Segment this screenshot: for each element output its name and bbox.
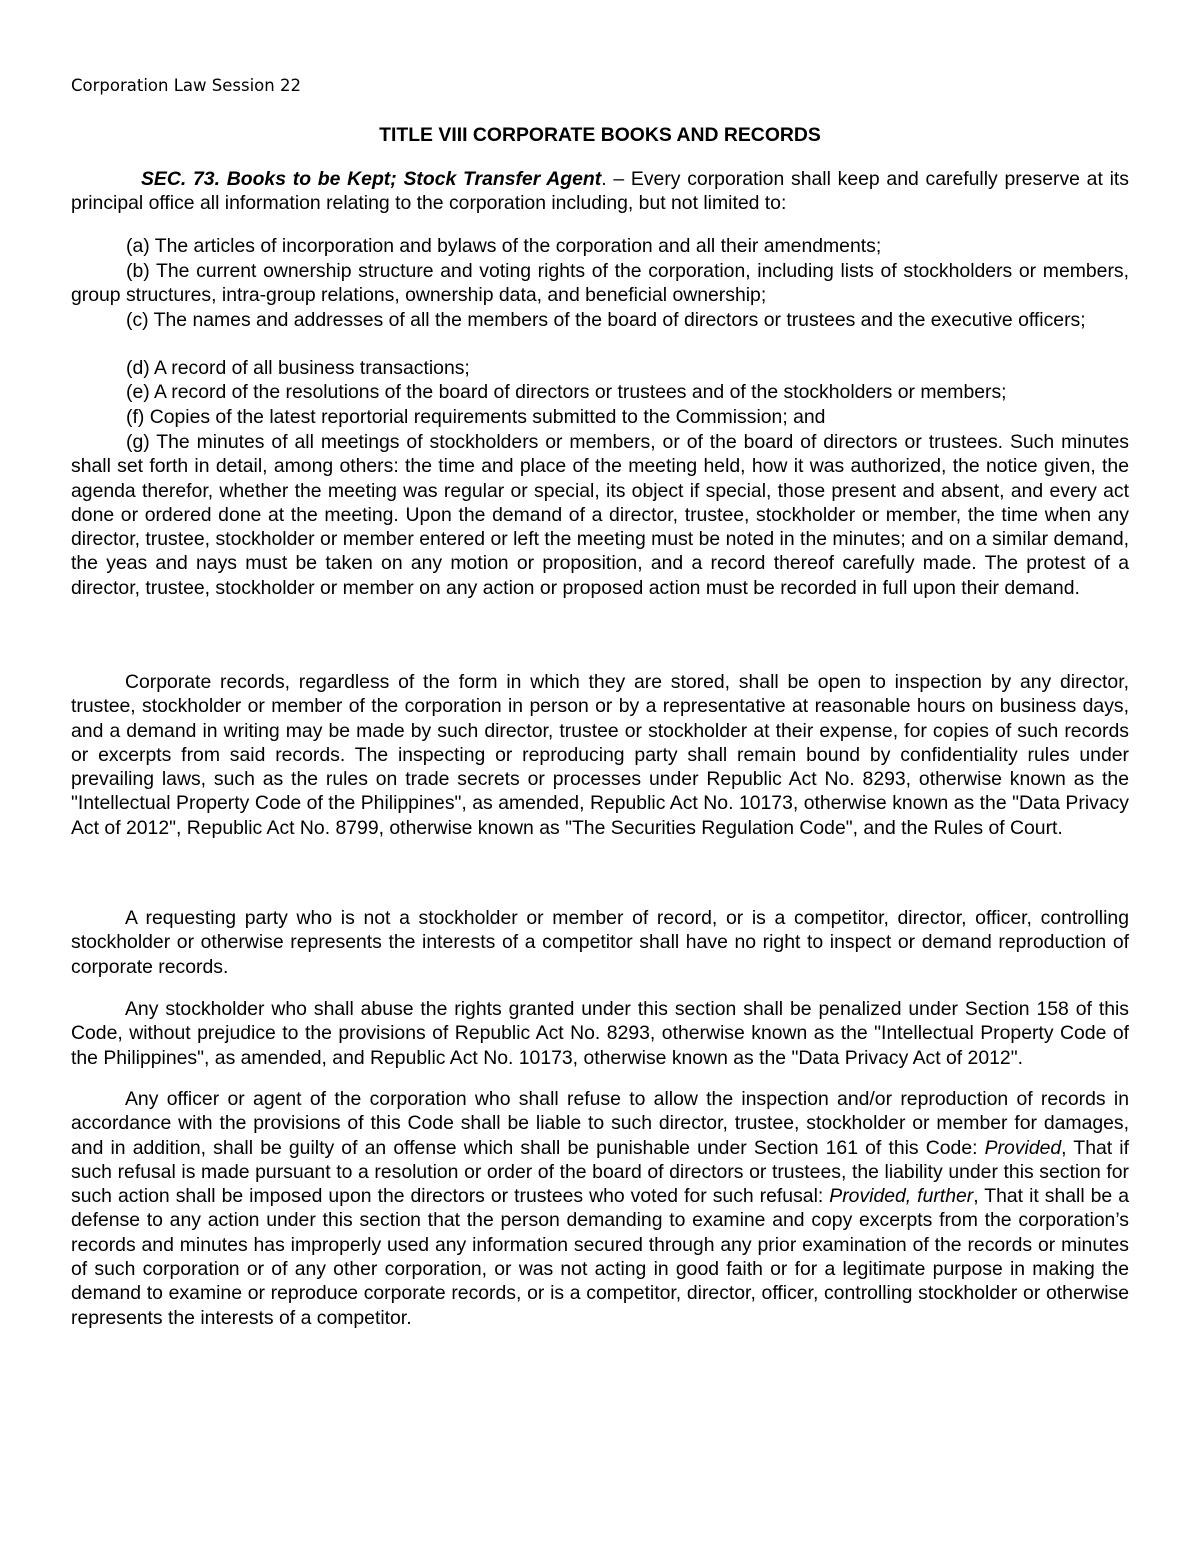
requesting-party-paragraph: A requesting party who is not a stockholder or member of record, or is a competitor, director, officer, controlling stockholder or otherwise represents the interests of a competitor shall have no right to inspect or demand reproduction of corporate records. <box>71 907 1129 978</box>
list-item-a: (a) The articles of incorporation and bylaws of the corporation and all their amendments; <box>126 235 882 257</box>
refusal-text-part3: , That it shall be a defense to any action under this section that the person demanding to examine and copy excerpts from the corporation’s records and minutes has improperly used any information secured through any prior examination of the records or minutes of such corporation or of any other corporation, or was not acting in good faith or for a legitimate purpose in making the demand to examine or reproduce corporate records, or is a competitor, director, officer, controlling stockholder or otherwise represents the interests of a competitor. <box>71 1185 1129 1329</box>
inspection-paragraph: Corporate records, regardless of the form in which they are stored, shall be open to inspection by any director, trustee, stockholder or member of the corporation in person or by a representative at reasonable hours on business days, and a demand in writing may be made by such director, trustee or stockholder at their expense, for copies of such records or excerpts from said records. The inspecting or reproducing party shall remain bound by confidentiality rules under prevailing laws, such as the rules on trade secrets or processes under Republic Act No. 8293, otherwise known as the "Intellectual Property Code of the Philippines", as amended, Republic Act No. 10173, otherwise known as the "Data Privacy Act of 2012", Republic Act No. 8799, otherwise known as "The Securities Regulation Code", and the Rules of Court. <box>71 671 1129 839</box>
section-heading: SEC. 73. Books to be Kept; Stock Transfer Agent <box>141 168 602 190</box>
proviso-provided: Provided <box>984 1136 1062 1159</box>
list-item-b: (b) The current ownership structure and voting rights of the corporation, including lists of stockholders or members, group structures, intra-group relations, ownership data, and beneficial ownership; <box>71 260 1129 307</box>
list-item-g: (g) The minutes of all meetings of stockholders or members, or of the board of directors or trustees. Such minutes shall set forth in detail, among others: the time and place of the meeting held, how it was authorized, the notice given, the agenda therefor, whether the meeting was regular or special, its object if special, those present and absent, and every act done or ordered done at the meeting. Upon the demand of a director, trustee, stockholder or member, the time when any director, trustee, stockholder or member entered or left the meeting must be noted in the minutes; and on a similar demand, the yeas and nays must be taken on any motion or proposition, and a record thereof carefully made. The protest of a director, trustee, stockholder or member on any action or proposed action must be recorded in full upon their demand. <box>71 431 1129 599</box>
list-item-f: (f) Copies of the latest reportorial requirements submitted to the Commission; and <box>126 406 826 428</box>
section-intro-text: . – Every corporation shall keep and carefully preserve at its principal office all information relating to the corporation including, but not limited to: <box>71 168 1129 215</box>
refusal-text-part1: Any officer or agent of the corporation who shall refuse to allow the inspection and/or reproduction of records in accordance with the provisions of this Code shall be liable to such director, trustee, stockholder or member for damages, and in addition, shall be guilty of an offense which shall be punishable under Section 161 of this Code: <box>71 1088 1129 1159</box>
refusal-text-part2: , That if such refusal is made pursuant to a resolution or order of the board of directors or trustees, the liability under this section for such action shall be imposed upon the directors or trustees who voted for such refusal: <box>71 1136 1129 1208</box>
list-item-d: (d) A record of all business transactions; <box>126 357 470 379</box>
abuse-penalty-paragraph: Any stockholder who shall abuse the rights granted under this section shall be penalized under Section 158 of this Code, without prejudice to the provisions of Republic Act No. 8293, otherwise known as the "Intellectual Property Code of the Philippines", as amended, and Republic Act No. 10173, otherwise known as the "Data Privacy Act of 2012". <box>71 998 1129 1069</box>
refusal-liability-paragraph <box>71 1087 1129 1330</box>
list-item-e: (e) A record of the resolutions of the board of directors or trustees and of the stockholders or members; <box>126 381 1007 403</box>
list-item-c: (c) The names and addresses of all the members of the board of directors or trustees and the executive officers; <box>126 309 1086 331</box>
document-title: TITLE VIII CORPORATE BOOKS AND RECORDS <box>379 124 821 146</box>
section-intro-paragraph <box>71 167 1129 216</box>
document-header: Corporation Law Session 22 <box>71 76 301 95</box>
proviso-provided-further: Provided, further <box>829 1185 974 1208</box>
